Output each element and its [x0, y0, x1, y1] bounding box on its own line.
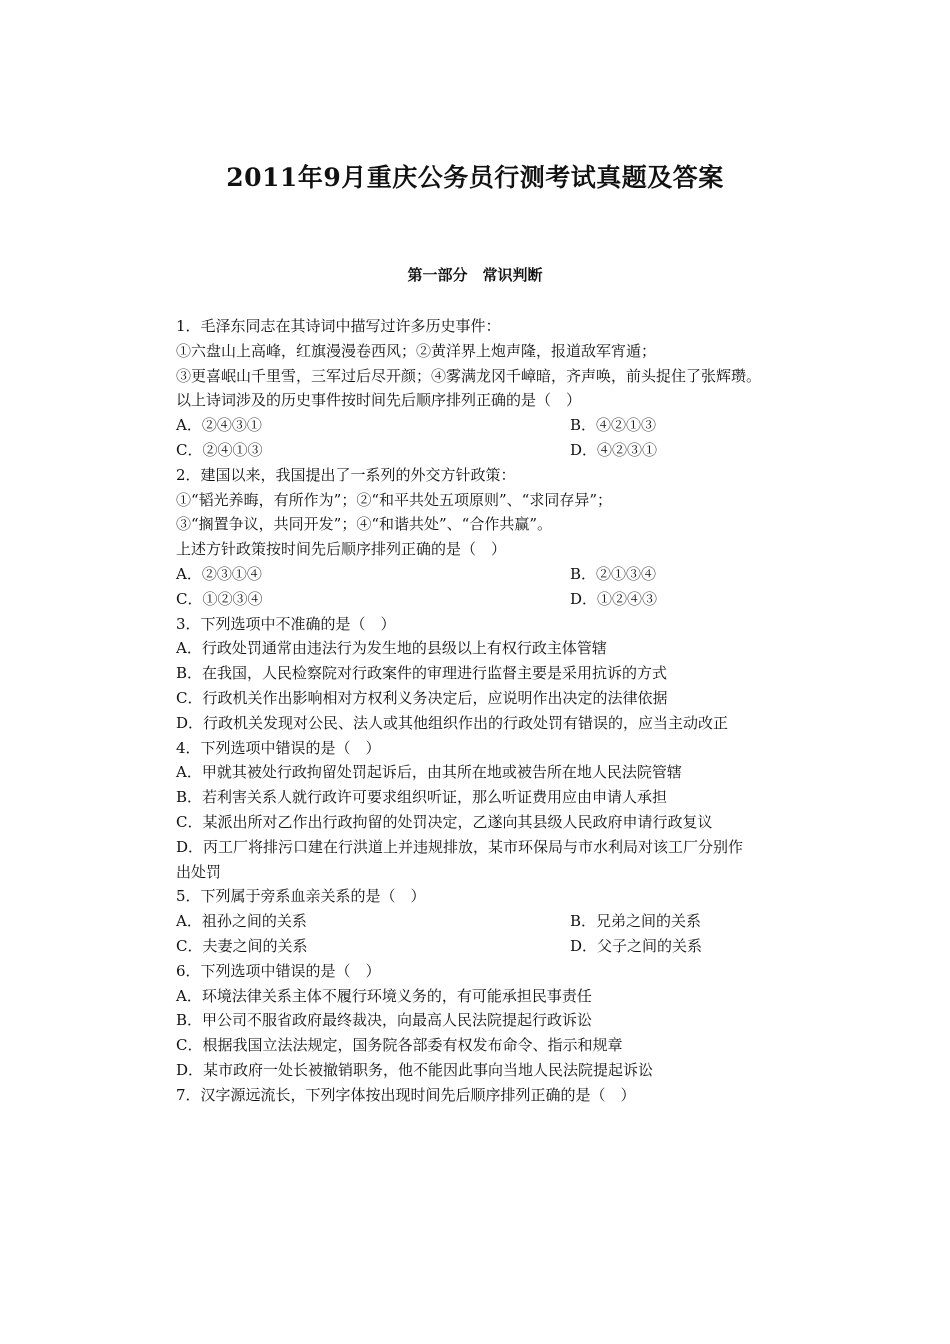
q2-options-row-2	[176, 587, 816, 612]
q5-option-d: D．父子之间的关系	[570, 936, 703, 955]
q1-line-2: ③更喜岷山千里雪，三军过后尽开颜；④雾满龙冈千嶂暗，齐声唤，前头捉住了张辉瓒。	[176, 366, 762, 385]
q2-stem: 2．建国以来，我国提出了一系列的外交方针政策：	[176, 465, 516, 484]
document-title: 2011年9月重庆公务员行测考试真题及答案	[226, 163, 724, 192]
q4-stem: 4．下列选项中错误的是（ ）	[176, 738, 381, 757]
q2-line-1: ①“韬光养晦，有所作为”；②“和平共处五项原则”、“求同存异”；	[176, 490, 613, 509]
q1-stem: 1．毛泽东同志在其诗词中描写过许多历史事件：	[176, 317, 501, 335]
q5-options-row-2	[176, 934, 816, 959]
q2-option-a: A．②③①④	[176, 564, 262, 583]
q2-line-3: 上述方针政策按时间先后顺序排列正确的是（ ）	[176, 540, 507, 559]
q1-options-row-2	[176, 438, 816, 463]
q4-option-d-line-1: D．丙工厂将排污口建在行洪道上并违规排放，某市环保局与市水利局对该工厂分别作	[176, 837, 744, 856]
q4-option-c: C．某派出所对乙作出行政拘留的处罚决定，乙遂向其县级人民政府申请行政复议	[176, 812, 713, 831]
q2-line-2: ③“搁置争议，共同开发”；④“和谐共处”、“合作共赢”。	[176, 515, 553, 534]
q2-option-b: B．②①③④	[570, 564, 657, 583]
q5-stem: 5．下列属于旁系血亲关系的是（ ）	[176, 887, 426, 906]
q5-option-b: B．兄弟之间的关系	[570, 912, 702, 931]
q6-option-d: D．某市政府一处长被撤销职务，他不能因此事向当地人民法院提起诉讼	[176, 1060, 654, 1079]
q3-option-b: B．在我国，人民检察院对行政案件的审理进行监督主要是采用抗诉的方式	[176, 664, 668, 683]
q7-stem: 7．汉字源远流长，下列字体按出现时间先后顺序排列正确的是（ ）	[176, 1085, 636, 1104]
q1-line-1: ①六盘山上高峰，红旗漫漫卷西风；②黄洋界上炮声隆，报道敌军宵遁；	[176, 341, 657, 360]
section-heading: 第一部分 常识判断	[407, 266, 543, 284]
q5-option-a: A．祖孙之间的关系	[176, 912, 307, 931]
q3-stem: 3．下列选项中不准确的是（ ）	[176, 614, 396, 633]
q4-option-d-line-2: 出处罚	[176, 862, 222, 881]
q3-option-d: D．行政机关发现对公民、法人或其他组织作出的行政处罚有错误的，应当主动改正	[176, 713, 729, 732]
q1-line-3: 以上诗词涉及的历史事件按时间先后顺序排列正确的是（ ）	[176, 391, 582, 410]
q4-option-b: B．若利害关系人就行政许可要求组织听证，那么听证费用应由申请人承担	[176, 788, 668, 807]
q6-stem: 6．下列选项中错误的是（ ）	[176, 961, 381, 980]
q2-option-c: C．①②③④	[176, 589, 263, 608]
q1-option-b: B．④②①③	[570, 416, 657, 435]
question-list	[176, 314, 816, 1108]
q4-option-a: A．甲就其被处行政拘留处罚起诉后，由其所在地或被告所在地人民法院管辖	[176, 763, 682, 782]
q6-option-a: A．环境法律关系主体不履行环境义务的，有可能承担民事责任	[176, 986, 592, 1005]
q5-option-c: C．夫妻之间的关系	[176, 936, 308, 955]
q1-option-d: D．④②③①	[570, 440, 658, 459]
q1-option-c: C．②④①③	[176, 440, 263, 459]
q1-options-row-1	[176, 413, 816, 438]
q5-options-row-1	[176, 909, 816, 934]
q3-option-a: A．行政处罚通常由违法行为发生地的县级以上有权行政主体管辖	[176, 639, 607, 658]
q6-option-c: C．根据我国立法法规定，国务院各部委有权发布命令、指示和规章	[176, 1036, 623, 1055]
q1-option-a: A．②④③①	[176, 416, 262, 435]
q2-options-row-1	[176, 562, 816, 587]
q3-option-c: C．行政机关作出影响相对方权利义务决定后，应说明作出决定的法律依据	[176, 688, 668, 707]
q2-option-d: D．①②④③	[570, 589, 658, 608]
q6-option-b: B．甲公司不服省政府最终裁决，向最高人民法院提起行政诉讼	[176, 1011, 593, 1030]
